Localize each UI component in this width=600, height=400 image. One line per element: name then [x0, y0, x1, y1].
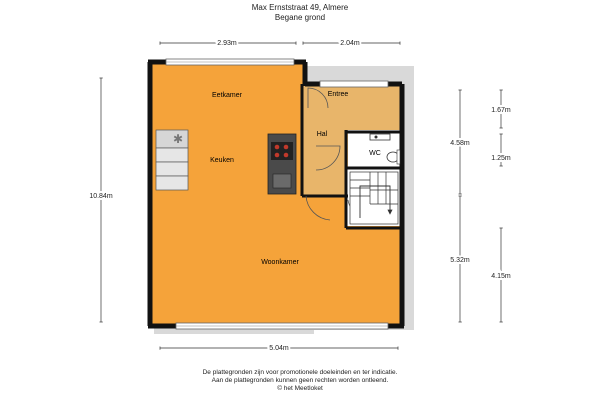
dim-hall-height: 4.58m: [450, 140, 470, 147]
dim-living-height: 5.32m: [450, 257, 470, 264]
dim-wc-height: 1.25m: [491, 155, 511, 162]
kitchen-cabinets: [156, 130, 188, 190]
room-entree: Entree: [327, 91, 349, 98]
extractor-icon: ✱: [172, 132, 184, 146]
room-keuken: Keuken: [210, 157, 234, 164]
disclaimer-line-2: Aan de plattegronden kunnen geen rechten worden ontleend.: [211, 377, 389, 384]
dim-bottom-width: 5.04m: [269, 345, 289, 352]
dim-total-height: 10.84m: [89, 193, 113, 200]
room-eetkamer: Eetkamer: [212, 92, 242, 99]
staircase: [350, 172, 398, 224]
room-wc: WC: [369, 150, 381, 157]
room-woonkamer: Woonkamer: [261, 259, 299, 266]
dim-entree-height: 1.67m: [491, 107, 511, 114]
floor-title: Begane grond: [274, 13, 326, 22]
dim-lower-height: 4.15m: [491, 273, 511, 280]
address-title: Max Ernststraat 49, Almere: [251, 3, 349, 12]
disclaimer-line-1: De plattegronden zijn voor promotionele doeleinden en ter indicatie.: [202, 369, 398, 376]
dim-top-right: 2.04m: [340, 40, 360, 47]
copyright: © het Meetloket: [277, 385, 323, 392]
room-hal: Hal: [316, 131, 328, 138]
kitchen-counter: [268, 134, 296, 194]
dim-top-left: 2.93m: [217, 40, 237, 47]
